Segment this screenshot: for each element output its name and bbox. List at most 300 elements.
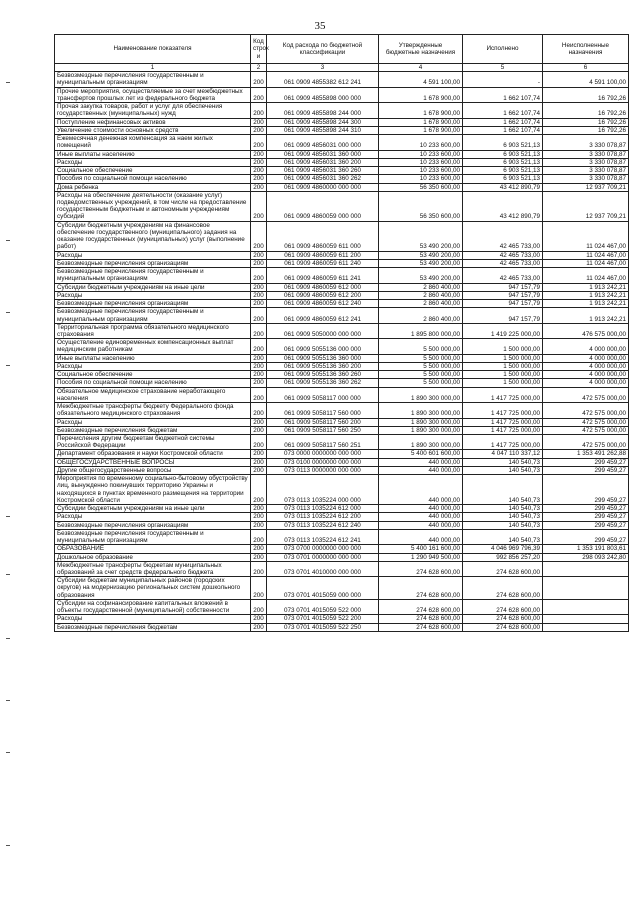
row-remaining-amount: 3 330 078,87 [543,135,629,150]
row-approved-amount: 5 500 000,00 [379,362,463,370]
row-executed-amount: 992 856 257,20 [463,553,543,561]
row-executed-amount: 1 662 107,74 [463,126,543,134]
row-line-code: 200 [251,505,267,513]
row-executed-amount: 274 628 600,00 [463,615,543,623]
row-budget-code: 061 0909 4856031 360 200 [267,158,379,166]
row-approved-amount: 10 233 600,00 [379,167,463,175]
row-remaining-amount: 4 000 000,00 [543,339,629,354]
row-line-code: 200 [251,175,267,183]
row-line-code: 200 [251,450,267,458]
row-approved-amount: 5 500 000,00 [379,371,463,379]
row-executed-amount: 42 465 733,00 [463,221,543,251]
row-approved-amount: 1 890 300 000,00 [379,426,463,434]
row-name: Безвозмездные перечисления государственным и муниципальным организациям [55,268,251,283]
row-remaining-amount [543,615,629,623]
row-budget-code: 061 0909 5055136 360 262 [267,379,379,387]
row-remaining-amount: 476 575 000,00 [543,323,629,338]
table-body [55,72,629,632]
row-executed-amount: 274 628 600,00 [463,561,543,576]
row-name: Безвозмездные перечисления государственным и муниципальным организациям [55,308,251,323]
row-executed-amount: 1 417 725 000,00 [463,418,543,426]
row-line-code: 200 [251,475,267,505]
row-remaining-amount: 4 000 000,00 [543,379,629,387]
row-approved-amount: 274 628 600,00 [379,623,463,631]
row-line-code: 200 [251,513,267,521]
row-name: Безвозмездные перечисления государственным и муниципальным организациям [55,72,251,87]
table-row [55,175,629,183]
row-name: Межбюджетные трансферты бюджету Федерального фонда обязательного медицинского страхования [55,403,251,418]
row-budget-code: 061 0909 5055136 000 000 [267,339,379,354]
row-executed-amount: 140 540,73 [463,475,543,505]
row-line-code: 200 [251,379,267,387]
row-budget-code: 061 0909 5050000 000 000 [267,323,379,338]
row-budget-code: 061 0909 5055136 360 000 [267,354,379,362]
row-remaining-amount: 11 024 467,00 [543,221,629,251]
row-budget-code: 061 0909 4856031 360 000 [267,150,379,158]
row-name: Субсидии на софинансирование капитальных вложений в объекты государственной (муниципальной) собственности [55,599,251,614]
row-remaining-amount: 4 000 000,00 [543,362,629,370]
row-budget-code: 061 0909 4856031 000 000 [267,135,379,150]
row-line-code: 200 [251,87,267,102]
row-executed-amount: 274 628 600,00 [463,599,543,614]
row-executed-amount: 1 500 000,00 [463,339,543,354]
row-name: Расходы [55,418,251,426]
row-remaining-amount: 472 575 000,00 [543,418,629,426]
row-remaining-amount [543,561,629,576]
table-row [55,339,629,354]
row-executed-amount: 4 047 110 337,12 [463,450,543,458]
row-executed-amount: 1 417 725 000,00 [463,387,543,402]
row-budget-code: 061 0909 4860059 612 200 [267,291,379,299]
row-approved-amount: 5 500 000,00 [379,379,463,387]
row-executed-amount: 140 540,73 [463,513,543,521]
row-line-code: 200 [251,387,267,402]
row-name: Увеличение стоимости основных средств [55,126,251,134]
row-budget-code: 061 0909 4855898 244 300 [267,118,379,126]
row-remaining-amount: 1 913 242,21 [543,291,629,299]
row-name: Расходы [55,615,251,623]
row-name: Безвозмездные перечисления организациям [55,300,251,308]
row-line-code: 200 [251,339,267,354]
row-executed-amount: 42 465 733,00 [463,268,543,283]
row-executed-amount: 4 046 969 796,39 [463,545,543,553]
row-approved-amount: 274 628 600,00 [379,577,463,600]
row-budget-code: 061 0909 5058117 000 000 [267,387,379,402]
column-number-row [55,64,629,72]
row-name: Иные выплаты населению [55,150,251,158]
column-number: 3 [267,64,379,72]
row-approved-amount: 1 895 800 000,00 [379,323,463,338]
row-budget-code: 061 0909 4855898 244 310 [267,126,379,134]
table-row [55,418,629,426]
row-executed-amount: 1 417 725 000,00 [463,435,543,450]
table-row [55,291,629,299]
row-name: Пособия по социальной помощи населению [55,379,251,387]
table-row [55,191,629,221]
row-remaining-amount: 4 000 000,00 [543,354,629,362]
table-row [55,126,629,134]
row-budget-code: 061 0909 5055136 360 200 [267,362,379,370]
row-budget-code: 073 0701 4015059 522 000 [267,599,379,614]
table-row [55,435,629,450]
row-approved-amount: 1 678 900,00 [379,126,463,134]
row-name: Перечисления другим бюджетам бюджетной системы Российской Федерации [55,435,251,450]
row-remaining-amount: 11 024 467,00 [543,259,629,267]
row-name: Осуществление единовременных компенсационных выплат медицинским работникам [55,339,251,354]
row-line-code: 200 [251,362,267,370]
row-approved-amount: 440 000,00 [379,513,463,521]
row-line-code: 200 [251,521,267,529]
table-row [55,103,629,118]
row-executed-amount: 947 157,79 [463,283,543,291]
row-budget-code: 073 0701 4015059 000 000 [267,577,379,600]
row-budget-code: 061 0909 4860059 611 240 [267,259,379,267]
table-row [55,387,629,402]
row-budget-code: 073 0700 0000000 000 000 [267,545,379,553]
row-name: Безвозмездные перечисления бюджетам [55,426,251,434]
row-executed-amount: 274 628 600,00 [463,577,543,600]
table-row [55,379,629,387]
row-line-code: 200 [251,118,267,126]
row-approved-amount: 274 628 600,00 [379,615,463,623]
table-row [55,150,629,158]
row-executed-amount: 1 662 107,74 [463,103,543,118]
row-line-code: 200 [251,435,267,450]
row-name: Прочие мероприятия, осуществляемые за счет межбюджетных трансфертов прошлых лет из федерального бюджета [55,87,251,102]
row-approved-amount: 10 233 600,00 [379,150,463,158]
row-line-code: 200 [251,418,267,426]
row-executed-amount: 42 465 733,00 [463,251,543,259]
row-approved-amount: 2 860 400,00 [379,291,463,299]
row-name: Иные выплаты населению [55,354,251,362]
row-name: Безвозмездные перечисления организациям [55,259,251,267]
row-name: Обязательное медицинское страхование неработающего населения [55,387,251,402]
row-approved-amount: 10 233 600,00 [379,158,463,166]
row-line-code: 200 [251,167,267,175]
row-budget-code: 073 0113 1035224 612 200 [267,513,379,521]
row-executed-amount: 140 540,73 [463,458,543,466]
row-executed-amount: 6 903 521,13 [463,135,543,150]
row-remaining-amount: 4 591 100,00 [543,72,629,87]
row-line-code: 200 [251,291,267,299]
row-line-code: 200 [251,103,267,118]
row-name: Социальное обеспечение [55,371,251,379]
row-executed-amount: 6 903 521,13 [463,175,543,183]
row-executed-amount: 1 417 725 000,00 [463,403,543,418]
row-line-code: 200 [251,183,267,191]
table-row [55,450,629,458]
row-remaining-amount [543,577,629,600]
row-name: Субсидии бюджетным учреждениям на иные цели [55,283,251,291]
row-remaining-amount: 1 913 242,21 [543,308,629,323]
row-line-code: 200 [251,615,267,623]
row-approved-amount: 53 490 200,00 [379,251,463,259]
row-approved-amount: 5 400 161 600,00 [379,545,463,553]
header-line-code: Код строк и [251,35,267,64]
table-row [55,87,629,102]
table-row [55,577,629,600]
table-row [55,323,629,338]
binding-margin-marks [6,0,12,905]
row-line-code: 200 [251,354,267,362]
row-approved-amount: 1 678 900,00 [379,118,463,126]
row-line-code: 200 [251,403,267,418]
row-executed-amount: 947 157,79 [463,308,543,323]
table-row [55,403,629,418]
row-line-code: 200 [251,283,267,291]
row-executed-amount: 140 540,73 [463,521,543,529]
row-budget-code: 061 0909 5058117 560 251 [267,435,379,450]
row-approved-amount: 1 678 900,00 [379,87,463,102]
row-line-code: 200 [251,135,267,150]
row-name: Дома ребенка [55,183,251,191]
header-budget-code: Код расхода по бюджетной классификации [267,35,379,64]
row-executed-amount: 1 419 225 000,00 [463,323,543,338]
row-remaining-amount: 12 937 709,21 [543,191,629,221]
row-remaining-amount: 11 024 467,00 [543,251,629,259]
row-line-code: 200 [251,553,267,561]
row-executed-amount: 947 157,79 [463,300,543,308]
row-budget-code: 073 0113 1035224 000 000 [267,475,379,505]
table-row [55,183,629,191]
row-name: Поступление нефинансовых активов [55,118,251,126]
row-line-code: 200 [251,268,267,283]
row-line-code: 200 [251,323,267,338]
row-line-code: 200 [251,529,267,544]
row-budget-code: 073 0113 1035224 612 240 [267,521,379,529]
row-budget-code: 061 0909 4860059 612 241 [267,308,379,323]
budget-execution-table [54,34,629,632]
table-row [55,529,629,544]
row-name: Ежемесячная денежная компенсация за наем жилых помещений [55,135,251,150]
header-approved: Утвержденные бюджетные назначения [379,35,463,64]
row-approved-amount: 440 000,00 [379,521,463,529]
row-executed-amount: 6 903 521,13 [463,150,543,158]
row-name: Субсидии бюджетным учреждениям на иные цели [55,505,251,513]
row-remaining-amount: 299 459,27 [543,505,629,513]
row-name: Социальное обеспечение [55,167,251,175]
row-budget-code: 073 0701 4010000 000 000 [267,561,379,576]
table-row [55,354,629,362]
row-budget-code: 061 0909 4860059 611 241 [267,268,379,283]
table-row [55,466,629,474]
table-row [55,561,629,576]
row-line-code: 200 [251,545,267,553]
row-name: Расходы [55,513,251,521]
row-budget-code: 073 0701 4015059 522 250 [267,623,379,631]
table-row [55,283,629,291]
row-executed-amount: 947 157,79 [463,291,543,299]
row-name: Прочая закупка товаров, работ и услуг для обеспечения государственных (муниципальных) нужд [55,103,251,118]
table-row [55,521,629,529]
table-row [55,135,629,150]
column-number: 2 [251,64,267,72]
row-line-code: 200 [251,466,267,474]
table-row [55,475,629,505]
table-row [55,259,629,267]
row-name: Мероприятия по временному социально-бытовому обустройству лиц, вынужденно покинувших территорию Украины и находящихся в пунктах временного размещения на территории Костромской области [55,475,251,505]
row-line-code: 200 [251,72,267,87]
row-remaining-amount: 16 792,26 [543,87,629,102]
row-approved-amount: 440 000,00 [379,475,463,505]
row-budget-code: 061 0909 4855898 244 000 [267,103,379,118]
row-name: Субсидии бюджетным учреждениям на финансовое обеспечение государственного (муниципального) задания на оказание государственных (муниципальных) услуг (выполнение работ) [55,221,251,251]
row-budget-code: 061 0909 4860059 612 000 [267,283,379,291]
table-row [55,615,629,623]
row-budget-code: 061 0909 4855382 612 241 [267,72,379,87]
row-approved-amount: 440 000,00 [379,466,463,474]
row-name: Безвозмездные перечисления бюджетам [55,623,251,631]
row-approved-amount: 10 233 600,00 [379,135,463,150]
row-executed-amount: 1 500 000,00 [463,371,543,379]
row-budget-code: 073 0113 1035224 612 000 [267,505,379,513]
column-number: 1 [55,64,251,72]
table-row [55,118,629,126]
row-name: Территориальная программа обязательного медицинского страхования [55,323,251,338]
row-name: Департамент образования и науки Костромской области [55,450,251,458]
row-line-code: 200 [251,221,267,251]
row-remaining-amount: 299 459,27 [543,466,629,474]
table-row [55,599,629,614]
row-executed-amount: - [463,72,543,87]
row-name: Другие общегосударственные вопросы [55,466,251,474]
row-budget-code: 061 0909 5055136 360 260 [267,371,379,379]
row-approved-amount: 5 500 000,00 [379,339,463,354]
row-budget-code: 073 0701 0000000 000 000 [267,553,379,561]
row-remaining-amount: 3 330 078,87 [543,175,629,183]
table-row [55,553,629,561]
row-executed-amount: 1 500 000,00 [463,362,543,370]
row-approved-amount: 1 890 300 000,00 [379,418,463,426]
row-line-code: 200 [251,577,267,600]
row-budget-code: 061 0909 4856031 360 262 [267,175,379,183]
row-line-code: 200 [251,259,267,267]
row-approved-amount: 56 350 600,00 [379,183,463,191]
row-remaining-amount: 1 913 242,21 [543,283,629,291]
row-remaining-amount: 299 459,27 [543,521,629,529]
table-row [55,458,629,466]
row-name: Субсидии бюджетам муниципальных районов (городских округов) на модернизацию региональных систем дошкольного образования [55,577,251,600]
table-row [55,167,629,175]
row-line-code: 200 [251,191,267,221]
row-budget-code: 061 0909 5058117 560 000 [267,403,379,418]
row-remaining-amount: 11 024 467,00 [543,268,629,283]
row-remaining-amount: 3 330 078,87 [543,158,629,166]
table-row [55,221,629,251]
row-approved-amount: 1 290 949 500,00 [379,553,463,561]
row-remaining-amount: 1 353 191 803,61 [543,545,629,553]
row-approved-amount: 274 628 600,00 [379,599,463,614]
table-row [55,308,629,323]
row-remaining-amount [543,623,629,631]
header-name: Наименование показателя [55,35,251,64]
row-approved-amount: 5 500 000,00 [379,354,463,362]
row-name: Расходы [55,158,251,166]
row-budget-code: 073 0113 1035224 612 241 [267,529,379,544]
row-line-code: 200 [251,599,267,614]
row-approved-amount: 1 890 300 000,00 [379,403,463,418]
table-row [55,72,629,87]
table-row [55,505,629,513]
row-approved-amount: 2 860 400,00 [379,308,463,323]
table-row [55,362,629,370]
row-approved-amount: 1 890 300 000,00 [379,435,463,450]
row-line-code: 200 [251,126,267,134]
row-remaining-amount: 299 459,27 [543,458,629,466]
row-budget-code: 061 0909 4860000 000 000 [267,183,379,191]
row-name: ОБРАЗОВАНИЕ [55,545,251,553]
header-remaining: Неисполненные назначения [543,35,629,64]
row-executed-amount: 1 662 107,74 [463,87,543,102]
row-approved-amount: 4 591 100,00 [379,72,463,87]
row-approved-amount: 440 000,00 [379,529,463,544]
row-remaining-amount: 16 792,26 [543,118,629,126]
row-approved-amount: 1 890 300 000,00 [379,387,463,402]
row-approved-amount: 53 490 200,00 [379,259,463,267]
row-budget-code: 061 0909 5058117 560 250 [267,426,379,434]
row-approved-amount: 440 000,00 [379,458,463,466]
row-executed-amount: 1 500 000,00 [463,379,543,387]
row-budget-code: 061 0909 4860059 611 000 [267,221,379,251]
row-remaining-amount: 298 093 242,80 [543,553,629,561]
row-line-code: 200 [251,308,267,323]
row-approved-amount: 53 490 200,00 [379,221,463,251]
row-name: Расходы [55,291,251,299]
row-approved-amount: 56 350 600,00 [379,191,463,221]
table-row [55,623,629,631]
table-row [55,158,629,166]
row-approved-amount: 440 000,00 [379,505,463,513]
row-budget-code: 073 0100 0000000 000 000 [267,458,379,466]
row-approved-amount: 1 678 900,00 [379,103,463,118]
row-executed-amount: 1 417 725 000,00 [463,426,543,434]
table-row [55,268,629,283]
row-remaining-amount: 472 575 000,00 [543,403,629,418]
table-row [55,426,629,434]
row-executed-amount: 1 662 107,74 [463,118,543,126]
row-name: Межбюджетные трансферты бюджетам муниципальных образований за счет средств федерального бюджета [55,561,251,576]
row-budget-code: 061 0909 4860059 612 240 [267,300,379,308]
row-remaining-amount: 4 000 000,00 [543,371,629,379]
table-row [55,371,629,379]
row-remaining-amount: 1 353 491 262,88 [543,450,629,458]
table-row [55,300,629,308]
row-remaining-amount: 299 459,27 [543,529,629,544]
row-executed-amount: 1 500 000,00 [463,354,543,362]
row-executed-amount: 6 903 521,13 [463,158,543,166]
row-line-code: 200 [251,371,267,379]
row-approved-amount: 5 400 601 600,00 [379,450,463,458]
row-line-code: 200 [251,623,267,631]
row-budget-code: 073 0113 0000000 000 000 [267,466,379,474]
row-executed-amount: 274 628 600,00 [463,623,543,631]
row-remaining-amount: 472 575 000,00 [543,435,629,450]
row-remaining-amount: 12 937 709,21 [543,183,629,191]
row-name: Безвозмездные перечисления организациям [55,521,251,529]
row-name: ОБЩЕГОСУДАРСТВЕННЫЕ ВОПРОСЫ [55,458,251,466]
header-executed: Исполнено [463,35,543,64]
row-line-code: 200 [251,251,267,259]
table-row [55,251,629,259]
row-budget-code: 061 0909 4860059 000 000 [267,191,379,221]
row-approved-amount: 274 628 600,00 [379,561,463,576]
row-remaining-amount: 1 913 242,21 [543,300,629,308]
table-header-row [55,35,629,64]
row-budget-code: 061 0909 4855898 000 000 [267,87,379,102]
row-line-code: 200 [251,426,267,434]
row-budget-code: 061 0909 4860059 611 200 [267,251,379,259]
row-executed-amount: 140 540,73 [463,529,543,544]
